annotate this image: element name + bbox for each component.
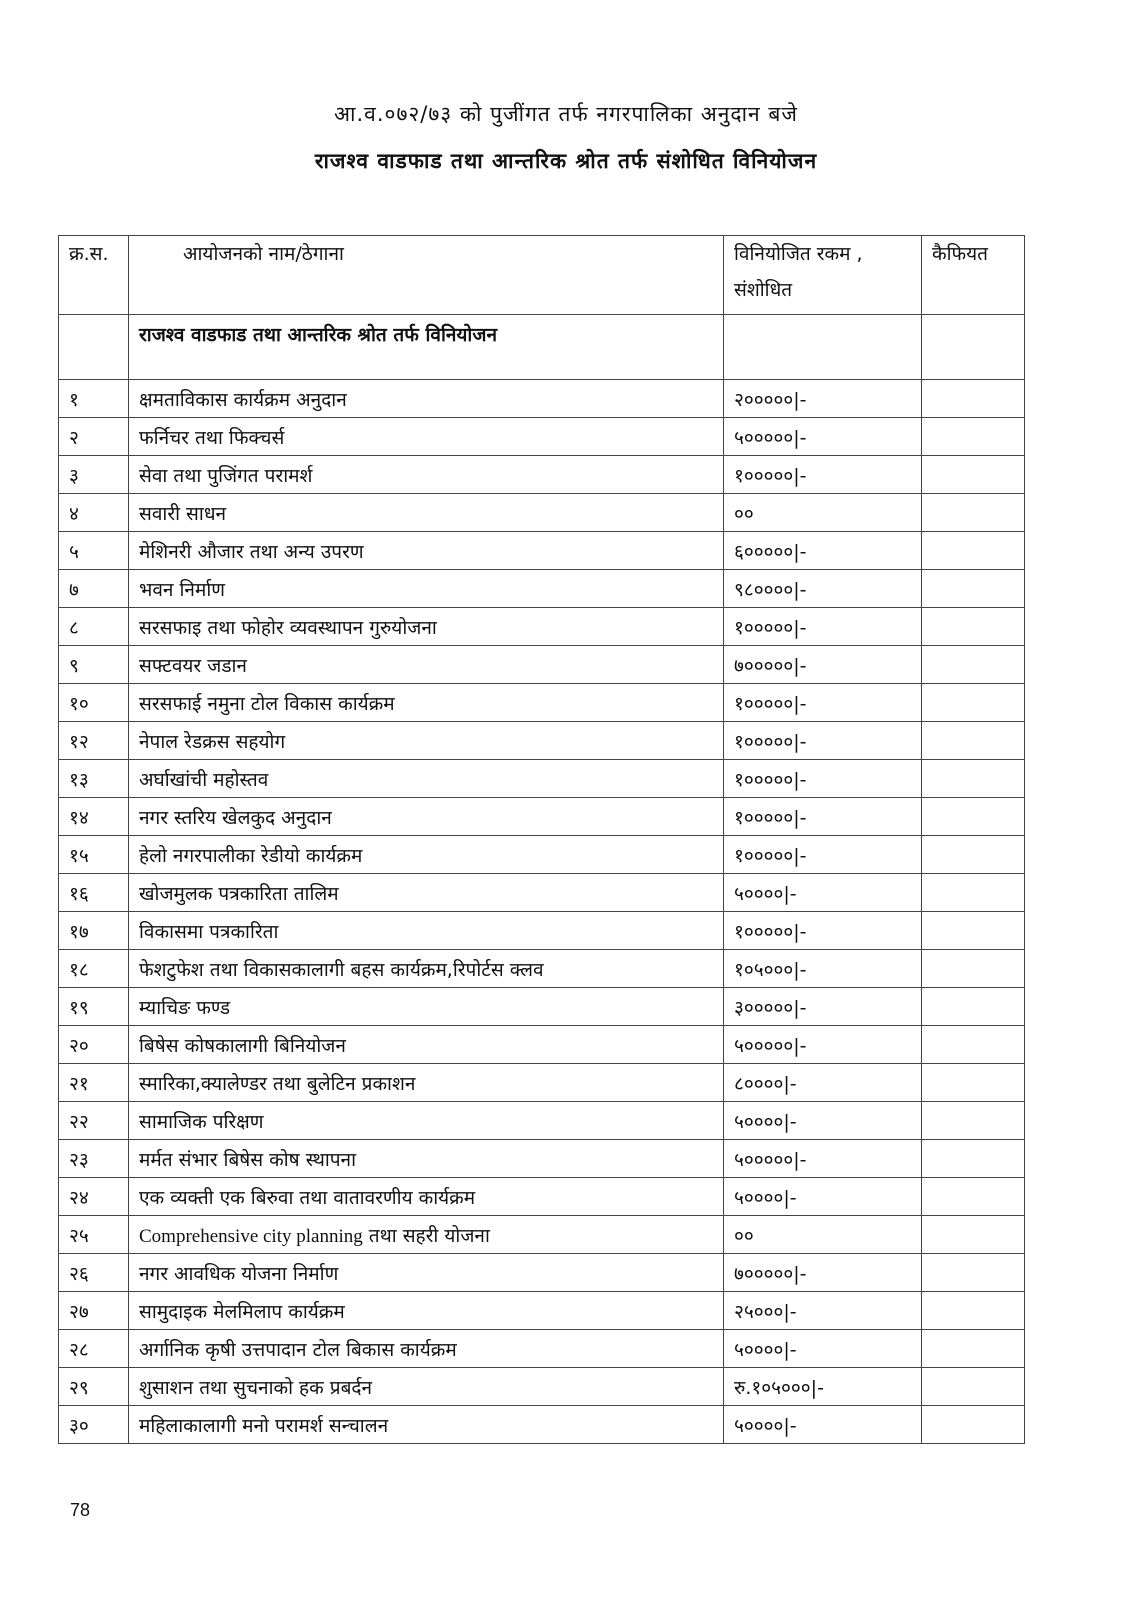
row-amount: १०००००|- xyxy=(724,798,922,836)
table-row xyxy=(59,874,1025,912)
row-amount: ८००००|- xyxy=(724,1064,922,1102)
row-name-nepali: तथा सहरी योजना xyxy=(368,1224,490,1247)
row-remarks xyxy=(922,1254,1025,1292)
row-name: शुसाशन तथा सुचनाको हक प्रबर्दन xyxy=(129,1368,724,1406)
table-row xyxy=(59,570,1025,608)
row-sn: ४ xyxy=(59,494,129,532)
row-amount: ७०००००|- xyxy=(724,1254,922,1292)
row-remarks xyxy=(922,608,1025,646)
table-row xyxy=(59,1140,1025,1178)
row-remarks xyxy=(922,532,1025,570)
row-sn: १६ xyxy=(59,874,129,912)
row-sn: ३० xyxy=(59,1406,129,1444)
section-title: राजश्व वाडफाड तथा आन्तरिक श्रोत तर्फ विनियोजन xyxy=(129,315,724,380)
table-row xyxy=(59,1026,1025,1064)
row-name: खोजमुलक पत्रकारिता तालिम xyxy=(129,874,724,912)
row-sn: २३ xyxy=(59,1140,129,1178)
row-remarks xyxy=(922,988,1025,1026)
table-header-row xyxy=(59,236,1025,315)
table-row xyxy=(59,1178,1025,1216)
table-row xyxy=(59,1406,1025,1444)
table-row xyxy=(59,722,1025,760)
row-sn: १८ xyxy=(59,950,129,988)
row-amount: १०००००|- xyxy=(724,836,922,874)
row-amount: १०००००|- xyxy=(724,684,922,722)
row-name: बिषेस कोषकालागी बिनियोजन xyxy=(129,1026,724,1064)
row-remarks xyxy=(922,684,1025,722)
row-name: सवारी साधन xyxy=(129,494,724,532)
row-sn: १२ xyxy=(59,722,129,760)
row-sn: २६ xyxy=(59,1254,129,1292)
row-name: हेलो नगरपालीका रेडीयो कार्यक्रम xyxy=(129,836,724,874)
row-amount: ५००००|- xyxy=(724,874,922,912)
row-name xyxy=(129,1216,724,1254)
table-row xyxy=(59,1216,1025,1254)
page-number: 78 xyxy=(70,1500,91,1520)
row-name: म्याचिङ फण्ड xyxy=(129,988,724,1026)
row-remarks xyxy=(922,1292,1025,1330)
row-amount: ५००००|- xyxy=(724,1330,922,1368)
row-amount: ५०००००|- xyxy=(724,418,922,456)
section-sn-cell xyxy=(59,315,129,380)
table-row xyxy=(59,646,1025,684)
table-row xyxy=(59,1064,1025,1102)
row-name: फेशटुफेश तथा विकासकालागी बहस कार्यक्रम,रिपोर्टस क्लव xyxy=(129,950,724,988)
table-row xyxy=(59,1292,1025,1330)
table-row xyxy=(59,418,1025,456)
row-amount: ६०००००|- xyxy=(724,532,922,570)
row-remarks xyxy=(922,380,1025,418)
table-row xyxy=(59,380,1025,418)
table-row xyxy=(59,532,1025,570)
row-amount: १०००००|- xyxy=(724,456,922,494)
section-row xyxy=(59,315,1025,380)
row-amount: १०००००|- xyxy=(724,608,922,646)
row-sn: १३ xyxy=(59,760,129,798)
table-row xyxy=(59,608,1025,646)
row-sn: २७ xyxy=(59,1292,129,1330)
row-sn: १९ xyxy=(59,988,129,1026)
row-sn: १७ xyxy=(59,912,129,950)
column-header-remarks: कैफियत xyxy=(922,236,1025,315)
row-name: मर्मत संभार बिषेस कोष स्थापना xyxy=(129,1140,724,1178)
row-name: नगर स्तरिय खेलकुद अनुदान xyxy=(129,798,724,836)
row-sn: १४ xyxy=(59,798,129,836)
row-amount: रु.१०५०००|- xyxy=(724,1368,922,1406)
row-name: सामाजिक परिक्षण xyxy=(129,1102,724,1140)
row-name: एक व्यक्ती एक बिरुवा तथा वातावरणीय कार्यक्रम xyxy=(129,1178,724,1216)
row-remarks xyxy=(922,418,1025,456)
table-row xyxy=(59,950,1025,988)
row-remarks xyxy=(922,646,1025,684)
row-sn: १५ xyxy=(59,836,129,874)
row-amount: ७०००००|- xyxy=(724,646,922,684)
row-sn: २८ xyxy=(59,1330,129,1368)
row-remarks xyxy=(922,1368,1025,1406)
row-amount: २०००००|- xyxy=(724,380,922,418)
row-remarks xyxy=(922,722,1025,760)
row-name: भवन निर्माण xyxy=(129,570,724,608)
row-sn: २१ xyxy=(59,1064,129,1102)
row-sn: २९ xyxy=(59,1368,129,1406)
row-sn: ९ xyxy=(59,646,129,684)
allocation-table xyxy=(58,235,1025,1444)
row-remarks xyxy=(922,1026,1025,1064)
row-sn: १० xyxy=(59,684,129,722)
table-row xyxy=(59,1368,1025,1406)
table-row xyxy=(59,684,1025,722)
row-amount: ३०००००|- xyxy=(724,988,922,1026)
row-remarks xyxy=(922,1216,1025,1254)
row-amount: १०००००|- xyxy=(724,722,922,760)
row-sn: २५ xyxy=(59,1216,129,1254)
row-sn: २२ xyxy=(59,1102,129,1140)
row-remarks xyxy=(922,760,1025,798)
row-remarks xyxy=(922,1330,1025,1368)
row-remarks xyxy=(922,836,1025,874)
row-remarks xyxy=(922,1064,1025,1102)
row-name: सामुदाइक मेलमिलाप कार्यक्रम xyxy=(129,1292,724,1330)
row-name: नगर आवधिक योजना निर्माण xyxy=(129,1254,724,1292)
row-sn: २४ xyxy=(59,1178,129,1216)
row-amount: ९८००००|- xyxy=(724,570,922,608)
row-name: विकासमा पत्रकारिता xyxy=(129,912,724,950)
table-row xyxy=(59,1102,1025,1140)
row-remarks xyxy=(922,874,1025,912)
row-name: फर्निचर तथा फिक्चर्स xyxy=(129,418,724,456)
column-header-amount: विनियोजित रकम , संशोधित xyxy=(724,236,922,315)
row-remarks xyxy=(922,494,1025,532)
row-amount: ५००००|- xyxy=(724,1406,922,1444)
row-remarks xyxy=(922,798,1025,836)
row-name-english: Comprehensive city planning xyxy=(139,1225,363,1247)
row-sn: ७ xyxy=(59,570,129,608)
row-amount: ०० xyxy=(724,494,922,532)
row-remarks xyxy=(922,456,1025,494)
row-remarks xyxy=(922,1406,1025,1444)
document-title: आ.व.०७२/७३ को पुजींगत तर्फ नगरपालिका अनुदान बजे xyxy=(334,102,798,126)
column-header-name: आयोजनको नाम/ठेगाना xyxy=(129,236,724,315)
document-subtitle: राजश्व वाडफाड तथा आन्तरिक श्रोत तर्फ संशोधित विनियोजन xyxy=(314,149,818,173)
row-name: क्षमताविकास कार्यक्रम अनुदान xyxy=(129,380,724,418)
table-row xyxy=(59,760,1025,798)
row-amount: १०५०००|- xyxy=(724,950,922,988)
row-name: सफ्टवयर जडान xyxy=(129,646,724,684)
row-sn: ३ xyxy=(59,456,129,494)
row-remarks xyxy=(922,1140,1025,1178)
row-amount: १०००००|- xyxy=(724,760,922,798)
row-name: अर्गानिक कृषी उत्तपादान टोल बिकास कार्यक्रम xyxy=(129,1330,724,1368)
table-row xyxy=(59,912,1025,950)
row-sn: २० xyxy=(59,1026,129,1064)
row-sn: १ xyxy=(59,380,129,418)
table-row xyxy=(59,798,1025,836)
table-row xyxy=(59,988,1025,1026)
row-amount: ५०००००|- xyxy=(724,1026,922,1064)
row-sn: ८ xyxy=(59,608,129,646)
table-row xyxy=(59,836,1025,874)
row-remarks xyxy=(922,570,1025,608)
row-name: सरसफाई नमुना टोल विकास कार्यक्रम xyxy=(129,684,724,722)
table-row xyxy=(59,456,1025,494)
row-name: सरसफाइ तथा फोहोर व्यवस्थापन गुरुयोजना xyxy=(129,608,724,646)
row-name: नेपाल रेडक्रस सहयोग xyxy=(129,722,724,760)
row-name: अर्घाखांची महोस्तव xyxy=(129,760,724,798)
table-row xyxy=(59,1254,1025,1292)
row-amount: ०० xyxy=(724,1216,922,1254)
row-remarks xyxy=(922,1178,1025,1216)
row-amount: १०००००|- xyxy=(724,912,922,950)
row-sn: ५ xyxy=(59,532,129,570)
row-remarks xyxy=(922,950,1025,988)
section-amount-cell xyxy=(724,315,922,380)
row-sn: २ xyxy=(59,418,129,456)
row-name: महिलाकालागी मनो परामर्श सन्चालन xyxy=(129,1406,724,1444)
row-remarks xyxy=(922,912,1025,950)
row-remarks xyxy=(922,1102,1025,1140)
row-amount: २५०००|- xyxy=(724,1292,922,1330)
row-amount: ५००००|- xyxy=(724,1178,922,1216)
row-name: मेशिनरी औजार तथा अन्य उपरण xyxy=(129,532,724,570)
row-name: सेवा तथा पुजिंगत परामर्श xyxy=(129,456,724,494)
section-remarks-cell xyxy=(922,315,1025,380)
row-name: स्मारिका,क्यालेण्डर तथा बुलेटिन प्रकाशन xyxy=(129,1064,724,1102)
table-row xyxy=(59,1330,1025,1368)
table-row xyxy=(59,494,1025,532)
row-amount: ५०००००|- xyxy=(724,1140,922,1178)
row-amount: ५००००|- xyxy=(724,1102,922,1140)
column-header-sn: क्र.स. xyxy=(59,236,129,315)
